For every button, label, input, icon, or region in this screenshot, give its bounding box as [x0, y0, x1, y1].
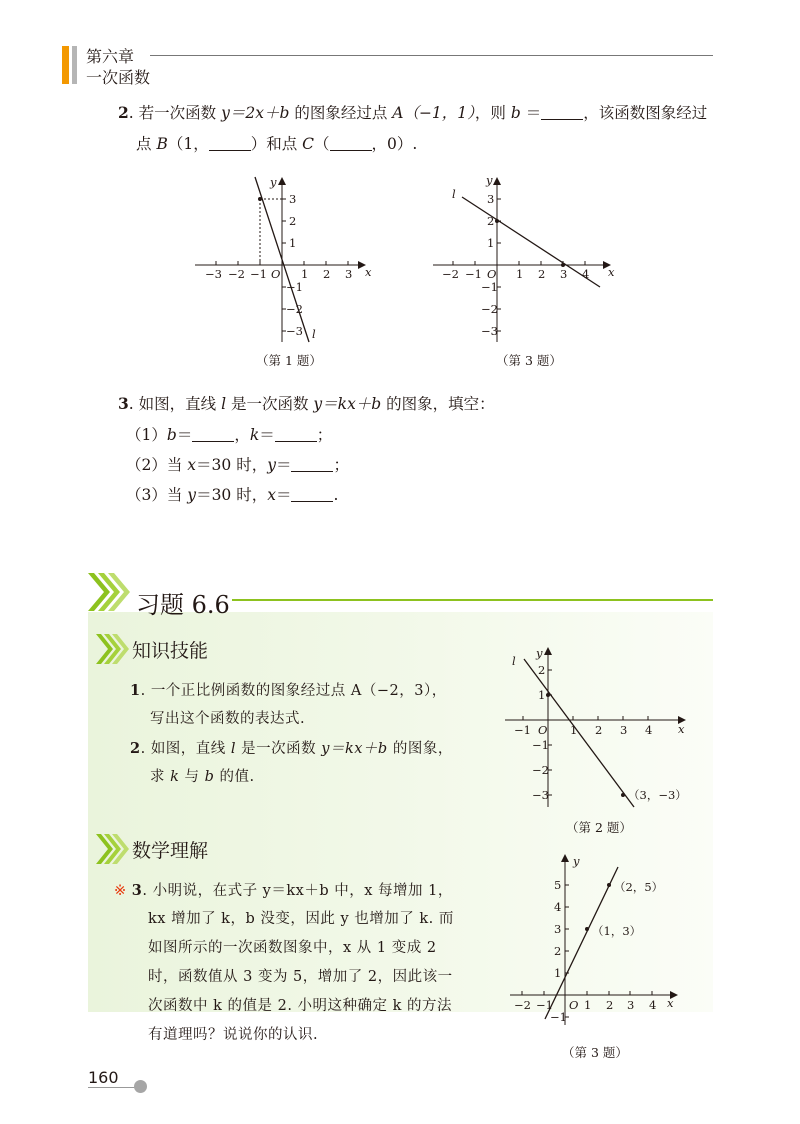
q2-line1: 2. 若一次函数 y＝2x＋b 的图象经过点 A（−1，1），则 b ＝ ，该函数图象经过 [118, 103, 708, 122]
origin-label: O [271, 267, 281, 281]
x-tick: 3 [627, 998, 635, 1012]
line-l [462, 197, 600, 287]
x-tick: 2 [323, 267, 331, 281]
origin-label: O [569, 998, 579, 1012]
line-label: l [512, 654, 516, 668]
understanding-heading: 数学理解 [132, 840, 209, 862]
x-tick: −2 [442, 267, 459, 281]
optional-mark-icon: ※ [114, 883, 127, 899]
figure-ex2-graph [500, 645, 705, 810]
x-tick: 2 [606, 998, 614, 1012]
point-marker [607, 883, 611, 887]
figure-q1-graph [190, 170, 390, 345]
q3-part1: （1）b＝ ，k＝ ； [126, 426, 333, 444]
figure-q1-caption: （第 1 题） [256, 353, 322, 368]
x-tick: 4 [649, 998, 657, 1012]
y-axis-label: y [573, 854, 580, 868]
x-tick: 4 [645, 723, 653, 737]
y-axis-label: y [536, 646, 543, 660]
y-tick: 5 [554, 878, 562, 892]
y-tick: 2 [487, 214, 495, 228]
chapter-label: 第六章 [86, 47, 135, 66]
y-tick: −1 [286, 280, 303, 294]
y-tick: 1 [289, 236, 297, 250]
x-tick: −1 [514, 723, 531, 737]
y-tick: 2 [554, 944, 562, 958]
exercise-3-line4: 时，函数值从 3 变为 5，增加了 2，因此该一 [148, 969, 453, 985]
origin-label: O [487, 267, 497, 281]
section-label: 一次函数 [86, 68, 151, 87]
header-accent-bar [62, 46, 69, 84]
exercise-3-line3: 如图所示的一次函数图象中，x 从 1 变成 2 [148, 940, 437, 956]
x-tick: 1 [516, 267, 524, 281]
point-marker [258, 197, 262, 201]
x-tick: −1 [536, 998, 553, 1012]
y-tick: −2 [481, 302, 498, 316]
x-tick: 1 [570, 723, 578, 737]
point-marker [585, 927, 589, 931]
answer-blank [291, 487, 333, 502]
x-tick: 2 [538, 267, 546, 281]
x-tick: 3 [620, 723, 628, 737]
y-tick: −1 [481, 280, 498, 294]
figure-q3-caption: （第 3 题） [496, 353, 562, 368]
answer-blank [275, 427, 317, 442]
line-label: l [452, 187, 456, 201]
q2-line2: 点 B（1， ）和点 C（ ，0）. [136, 135, 418, 153]
answer-blank [192, 427, 234, 442]
exercise-3-line5: 次函数中 k 的值是 2. 小明这种确定 k 的方法 [148, 998, 453, 1014]
answer-blank [330, 136, 372, 151]
exercise-title-rule [232, 599, 713, 601]
figure-q3-graph [430, 170, 630, 345]
q3-part2: （2）当 x＝30 时，y＝ ； [126, 456, 349, 474]
exercise-1-line1: 1. 一个正比例函数的图象经过点 A（−2，3）， [130, 682, 447, 699]
y-tick: 3 [554, 922, 562, 936]
exercise-3-line1: ※ 3. 小明说，在式子 y＝kx＋b 中，x 每增加 1， [114, 882, 453, 899]
y-tick: −2 [532, 763, 549, 777]
exercise-3-line2: kx 增加了 k，b 没变，因此 y 也增加了 k. 而 [148, 911, 454, 927]
y-tick: −3 [481, 324, 498, 338]
x-tick: 4 [582, 267, 590, 281]
chevrons-small-icon [94, 832, 134, 866]
q3-part3: （3）当 y＝30 时，x＝ . [126, 486, 339, 504]
y-tick: −3 [532, 788, 549, 802]
page-number: 160 [88, 1068, 119, 1087]
answer-blank [209, 136, 251, 151]
x-tick: 3 [345, 267, 353, 281]
y-tick: 3 [487, 192, 495, 206]
answer-blank [541, 105, 583, 120]
figure-ex3-caption: （第 3 题） [562, 1045, 628, 1060]
y-tick: 2 [538, 663, 546, 677]
x-axis-label: x [667, 996, 674, 1010]
answer-blank [291, 457, 333, 472]
point-marker [546, 693, 550, 697]
line-label: l [312, 327, 316, 341]
y-axis-label: y [270, 175, 277, 189]
figure-ex2-caption: （第 2 题） [566, 820, 632, 835]
x-tick: −2 [228, 267, 245, 281]
chevrons-small-icon [94, 632, 134, 666]
chevrons-icon [86, 570, 136, 615]
point-marker [621, 793, 625, 797]
x-tick: −1 [465, 267, 482, 281]
x-axis-label: x [608, 265, 615, 279]
point-label: （3，−3） [628, 788, 687, 802]
point-label: （1，3） [592, 924, 642, 938]
exercise-1-line2: 写出这个函数的表达式. [150, 711, 306, 727]
y-tick: −2 [286, 302, 303, 316]
x-axis-label: x [678, 722, 685, 736]
x-tick: 1 [584, 998, 592, 1012]
exercise-title: 习题 6.6 [136, 591, 230, 619]
point-label: （2，5） [614, 880, 664, 894]
y-tick: 2 [289, 214, 297, 228]
y-tick: 1 [554, 966, 562, 980]
header-rule [150, 55, 713, 56]
skills-heading: 知识技能 [132, 640, 209, 662]
origin-label: O [538, 723, 548, 737]
y-tick: −3 [286, 324, 303, 338]
y-tick: −1 [550, 1010, 567, 1024]
point-marker [495, 219, 499, 223]
y-tick: 1 [538, 688, 546, 702]
y-tick: −1 [532, 738, 549, 752]
x-axis-label: x [365, 265, 372, 279]
exercise-3-line6: 有道理吗？说说你的认识. [148, 1027, 319, 1043]
y-tick: 4 [554, 900, 562, 914]
x-tick: 3 [560, 267, 568, 281]
x-tick: 2 [595, 723, 603, 737]
x-tick: −3 [205, 267, 222, 281]
y-tick: 1 [487, 236, 495, 250]
y-axis-label: y [486, 173, 493, 187]
x-tick: −1 [250, 267, 267, 281]
exercise-2-line2: 求 k 与 b 的值. [150, 769, 255, 785]
page-dot-icon [134, 1080, 147, 1093]
x-tick: −2 [514, 998, 531, 1012]
header-accent-bar-gray [72, 46, 77, 84]
figure-ex3-graph [505, 850, 695, 1030]
y-tick: 3 [289, 192, 297, 206]
exercise-2-line1: 2. 如图，直线 l 是一次函数 y＝kx＋b 的图象， [130, 740, 453, 757]
q3-intro: 3. 如图，直线 l 是一次函数 y＝kx＋b 的图象，填空： [118, 394, 495, 413]
x-tick: 1 [301, 267, 309, 281]
